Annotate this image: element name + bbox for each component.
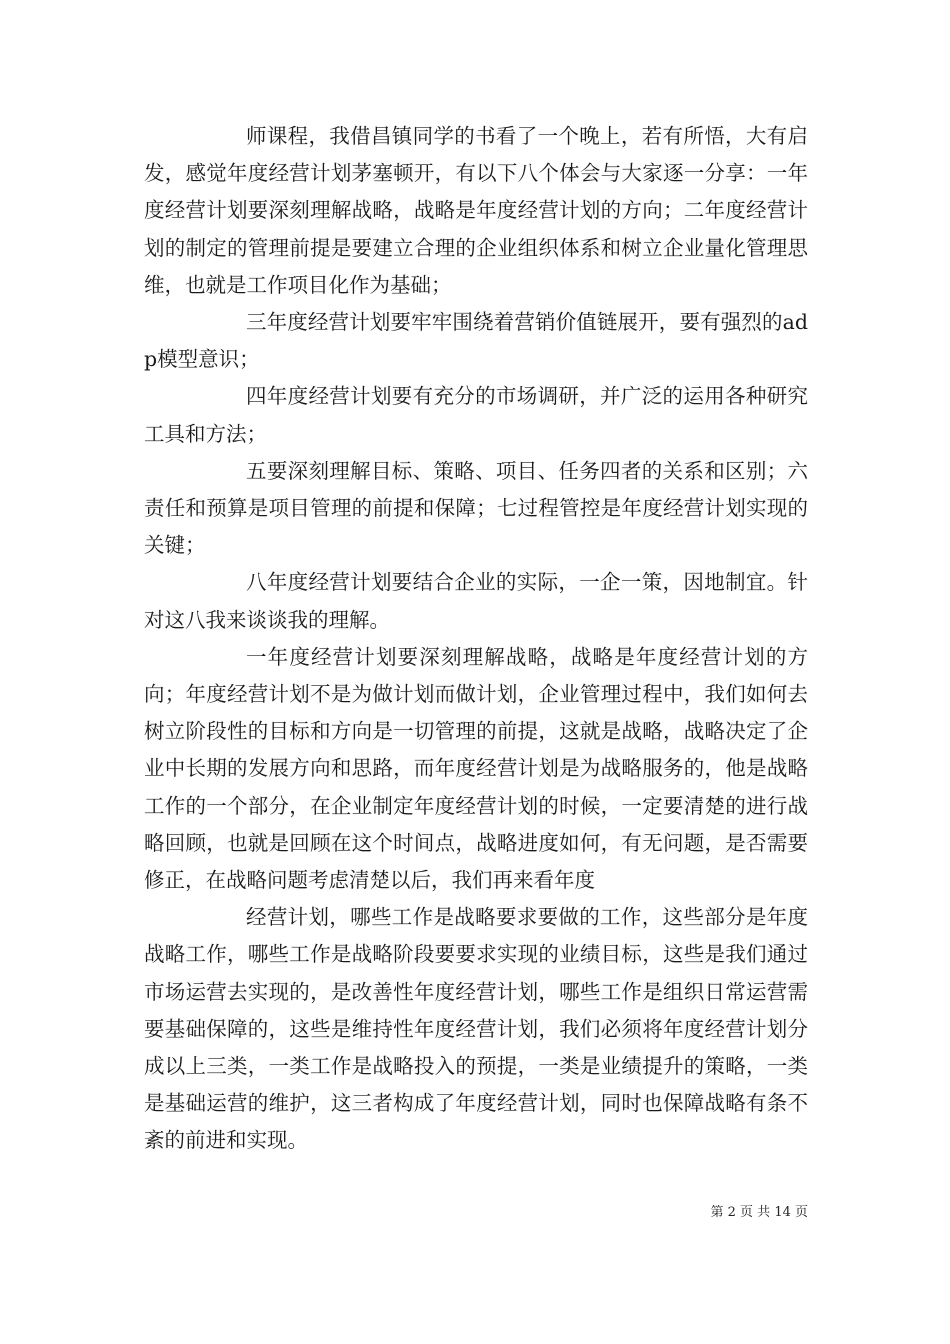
page-number-footer: 第 2 页 共 14 页 [710, 1205, 808, 1220]
paragraph: 经营计划，哪些工作是战略要求要做的工作，这些部分是年度战略工作，哪些工作是战略阶段要要求实现的业绩目标，这些是我们通过市场运营去实现的，是改善性年度经营计划，哪些工作是组织日常运营需要基础保障的，这些是维持性年度经营计划，我们必须将年度经营计划分成以上三类，一类工作是战略投入的预提，一类是业绩提升的策略，一类是基础运营的维护，这三者构成了年度经营计划，同时也保障战略有条不紊的前进和实现。 [144, 905, 808, 1153]
paragraph: 四年度经营计划要有充分的市场调研，并广泛的运用各种研究工具和方法； [144, 384, 808, 446]
paragraph: 一年度经营计划要深刻理解战略，战略是年度经营计划的方向；年度经营计划不是为做计划而做计划，企业管理过程中，我们如何去树立阶段性的目标和方向是一切管理的前提，这就是战略，战略决定了企业中长期的发展方向和思路，而年度经营计划是为战略服务的，他是战略工作的一个部分，在企业制定年度经营计划的时候，一定要清楚的进行战略回顾，也就是回顾在这个时间点，战略进度如何，有无问题，是否需要修正，在战略问题考虑清楚以后，我们再来看年度 [144, 644, 808, 893]
paragraph: 五要深刻理解目标、策略、项目、任务四者的关系和区别；六责任和预算是项目管理的前提和保障；七过程管控是年度经营计划实现的关键； [144, 458, 808, 558]
paragraph: 八年度经营计划要结合企业的实际，一企一策，因地制宜。针对这八我来谈谈我的理解。 [144, 570, 808, 632]
paragraph: 师课程，我借昌镇同学的书看了一个晚上，若有所悟，大有启发，感觉年度经营计划茅塞顿开，有以下八个体会与大家逐一分享：一年度经营计划要深刻理解战略，战略是年度经营计划的方向；二年度经营计划的制定的管理前提是要建立合理的企业组织体系和树立企业量化管理思维，也就是工作项目化作为基础； [144, 124, 808, 297]
paragraph: 三年度经营计划要牢牢围绕着营销价值链展开，要有强烈的adp模型意识； [144, 310, 808, 372]
body-text [144, 118, 808, 1160]
